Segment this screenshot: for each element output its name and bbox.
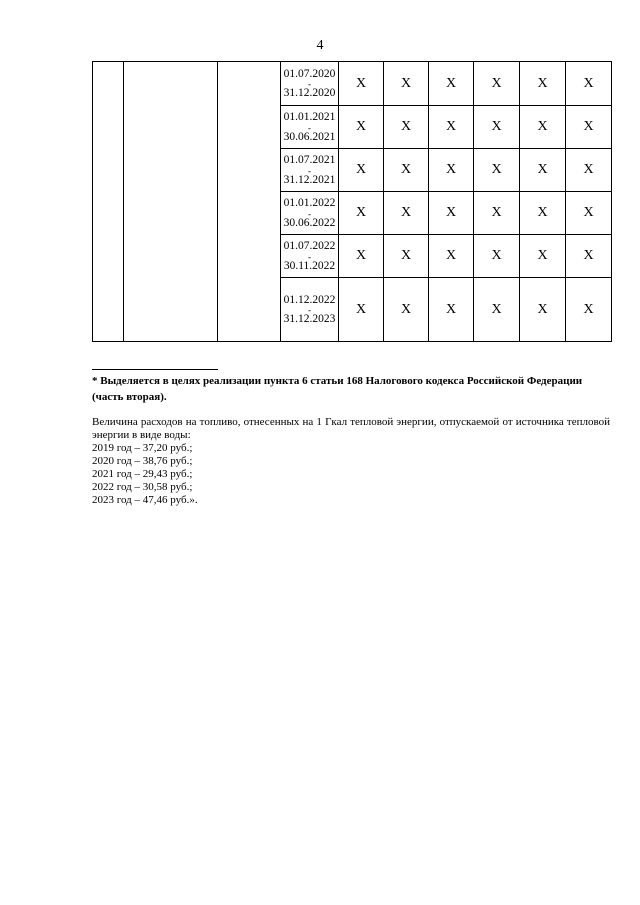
period-cell: [281, 106, 339, 149]
mark-cell: X: [520, 62, 566, 106]
mark-cell: X: [384, 278, 429, 342]
footnote-rule: [92, 369, 218, 370]
mark-cell: X: [429, 192, 474, 235]
period-cell: [281, 62, 339, 106]
footnote: * Выделяется в целях реализации пункта 6 статьи 168 Налогового кодекса Российской Федерации (часть вторая).: [92, 375, 583, 403]
mark-cell: X: [429, 106, 474, 149]
period-end: 31.12.2020: [283, 87, 336, 99]
period-sep: -: [308, 122, 311, 133]
mark-cell: X: [474, 149, 520, 192]
period-start: 01.01.2022: [283, 197, 336, 209]
mark-cell: X: [474, 235, 520, 278]
mark-cell: X: [429, 278, 474, 342]
mark-cell: X: [520, 278, 566, 342]
period-cell: [281, 278, 339, 342]
mark-cell: X: [339, 149, 384, 192]
mark-cell: X: [429, 235, 474, 278]
period-start: 01.07.2021: [283, 154, 336, 166]
mark-cell: X: [566, 149, 612, 192]
mark-cell: X: [384, 106, 429, 149]
fuel-cost-block: [92, 416, 610, 507]
period-end: 30.06.2022: [283, 216, 336, 229]
mark-cell: X: [339, 62, 384, 106]
tariff-table: [92, 61, 612, 342]
mark-cell: X: [384, 62, 429, 106]
period-sep: -: [308, 305, 311, 315]
table-row: [93, 62, 612, 106]
fuel-cost-line: 2021 год – 29,43 руб.;: [92, 468, 193, 480]
fuel-cost-intro: Величина расходов на топливо, отнесенных на 1 Гкал тепловой энергии, отпускаемой от источника тепловой энергии в виде воды:: [92, 416, 610, 441]
page-number: 4: [316, 38, 324, 53]
period-sep: -: [308, 79, 311, 89]
mark-cell: X: [474, 192, 520, 235]
period-cell: [281, 235, 339, 278]
mark-cell: X: [474, 106, 520, 149]
mark-cell: X: [566, 106, 612, 149]
fuel-cost-line: 2023 год – 47,46 руб.».: [92, 494, 198, 506]
period-cell: [281, 149, 339, 192]
fuel-cost-line: 2019 год – 37,20 руб.;: [92, 442, 193, 454]
blank-col-1-cell: [93, 62, 124, 342]
period-sep: -: [308, 208, 311, 219]
period-start: 01.07.2022: [283, 240, 336, 252]
period-start: 01.01.2021: [283, 111, 336, 123]
mark-cell: X: [384, 235, 429, 278]
fuel-cost-line: 2020 год – 38,76 руб.;: [92, 455, 193, 467]
blank-col-3-cell: [218, 62, 281, 342]
mark-cell: X: [520, 106, 566, 149]
mark-cell: X: [339, 192, 384, 235]
mark-cell: X: [566, 62, 612, 106]
mark-cell: X: [566, 192, 612, 235]
mark-cell: X: [429, 149, 474, 192]
mark-cell: X: [520, 235, 566, 278]
period-end: 30.06.2021: [283, 130, 336, 143]
blank-col-2-cell: [124, 62, 218, 342]
period-cell: [281, 192, 339, 235]
period-end: 30.11.2022: [283, 259, 336, 272]
mark-cell: X: [520, 149, 566, 192]
mark-cell: X: [520, 192, 566, 235]
mark-cell: X: [566, 235, 612, 278]
mark-cell: X: [339, 106, 384, 149]
mark-cell: X: [474, 278, 520, 342]
period-sep: -: [308, 251, 311, 262]
period-end: 31.12.2021: [283, 173, 336, 186]
fuel-cost-line: 2022 год – 30,58 руб.;: [92, 481, 193, 493]
mark-cell: X: [429, 62, 474, 106]
mark-cell: X: [339, 278, 384, 342]
mark-cell: X: [384, 192, 429, 235]
period-start: 01.07.2020: [283, 67, 336, 80]
mark-cell: X: [384, 149, 429, 192]
mark-cell: X: [566, 278, 612, 342]
period-end: 31.12.2023: [283, 313, 336, 325]
period-start: 01.12.2022: [283, 293, 336, 306]
mark-cell: X: [339, 235, 384, 278]
period-sep: -: [308, 165, 311, 176]
tariff-table-body: [93, 62, 612, 342]
mark-cell: X: [474, 62, 520, 106]
